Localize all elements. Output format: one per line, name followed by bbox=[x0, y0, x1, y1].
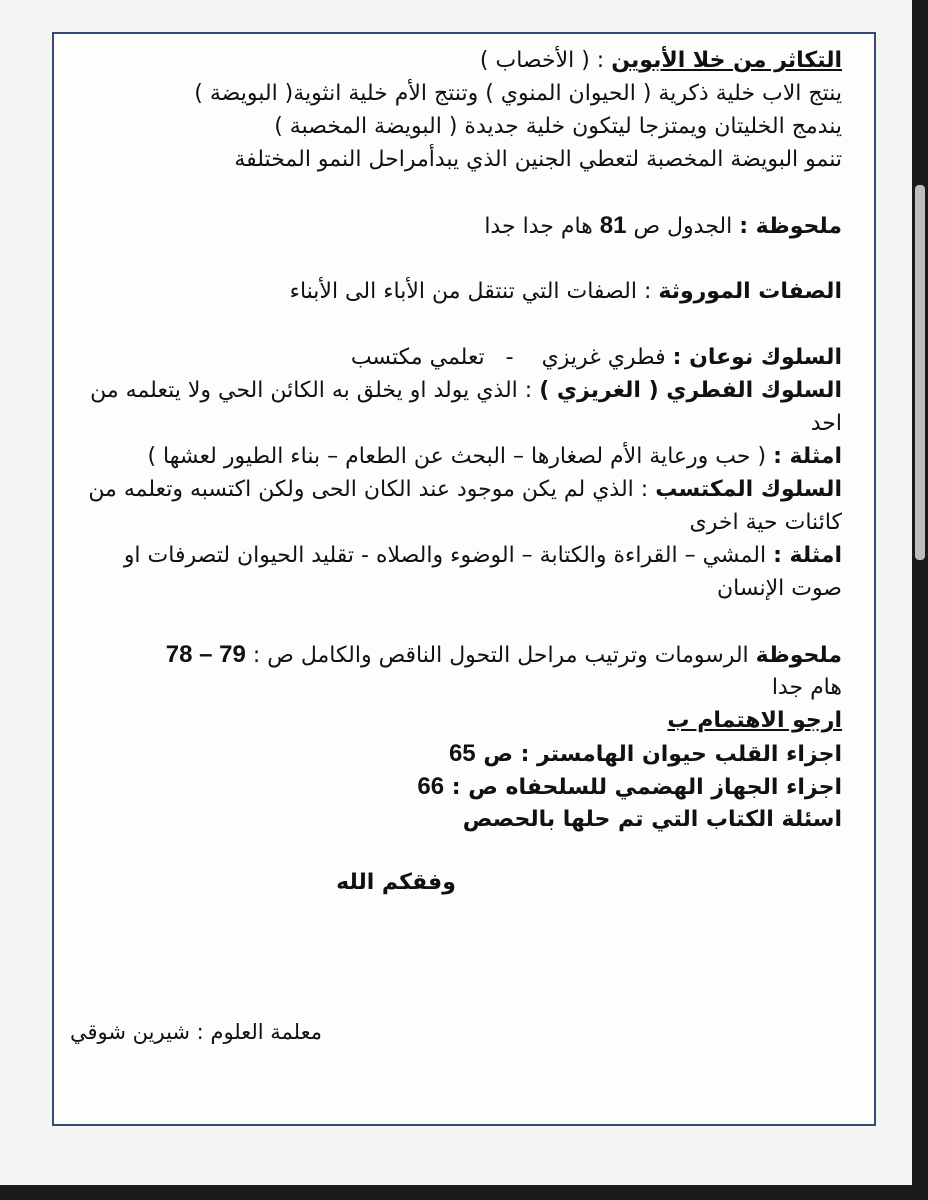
innate-examples bbox=[70, 440, 842, 473]
reproduction-heading bbox=[70, 44, 842, 77]
reproduction-title: التكاثر من خلا الأبوين bbox=[611, 48, 842, 73]
innate-examples-label: امثلة : bbox=[773, 444, 842, 469]
note-drawings-text: الرسومات وترتيب مراحل التحول الناقص والكامل ص : bbox=[252, 643, 749, 668]
reproduction-line-2: يندمج الخليتان ويمتزجا ليتكون خلية جديدة ( البويضة المخصبة ) bbox=[274, 114, 842, 139]
acquired-text: : الذي لم يكن موجود عند الكان الحى ولكن اكتسبه وتعلمه من كائنات حية اخرى bbox=[88, 477, 842, 535]
document-body bbox=[70, 44, 842, 899]
innate-examples-text: ( حب ورعاية الأم لصغارها – البحث عن الطعام – بناء الطيور لعشها ) bbox=[147, 444, 767, 469]
attention-item-3: اسئلة الكتاب التي تم حلها بالحصص bbox=[462, 807, 842, 832]
note-drawings-label: ملحوظة bbox=[755, 643, 842, 668]
attention-heading: ارجو الاهتمام ب bbox=[667, 708, 842, 733]
attention-item-2-text: اجزاء الجهاز الهضمي للسلحفاه ص : bbox=[451, 775, 842, 800]
scrollbar-thumb[interactable] bbox=[915, 185, 925, 560]
acquired-behavior bbox=[70, 473, 842, 539]
attention-item-2-page: 66 bbox=[417, 773, 445, 800]
attention-item-2 bbox=[70, 770, 842, 803]
behavior-types-text: فطري غريزي - تعلمي مكتسب bbox=[350, 345, 666, 370]
reproduction-line-1: ينتج الاب خلية ذكرية ( الحيوان المنوي ) وتنتج الأم خلية انثوية( البويضة ) bbox=[194, 81, 842, 106]
acquired-label: السلوك المكتسب bbox=[655, 477, 842, 502]
note-drawings-tail: هام جدا bbox=[771, 675, 842, 700]
reproduction-title-suffix: : ( الأخصاب ) bbox=[479, 48, 605, 73]
note-table bbox=[70, 209, 842, 242]
teacher-signature: معلمة العلوم : شيرين شوقي bbox=[70, 1020, 323, 1044]
note-drawings-pages: 78 – 79 bbox=[165, 641, 246, 668]
closing-blessing: وفقكم الله bbox=[336, 870, 456, 895]
inherited-label: الصفات الموروثة bbox=[658, 279, 842, 304]
attention-item-1 bbox=[70, 737, 842, 770]
note-drawings bbox=[70, 638, 842, 671]
innate-label: السلوك الفطري ( الغريزي ) bbox=[539, 378, 842, 403]
note-table-text-b: هام جدا جدا bbox=[484, 214, 593, 239]
inherited-traits bbox=[70, 275, 842, 308]
innate-behavior bbox=[70, 374, 842, 440]
attention-item-1-text: اجزاء القلب حيوان الهامستر : ص bbox=[483, 742, 842, 767]
behavior-types-label: السلوك نوعان : bbox=[672, 345, 842, 370]
inherited-text: : الصفات التي تنتقل من الأباء الى الأبناء bbox=[289, 279, 652, 304]
reproduction-line-3: تنمو البويضة المخصبة لتعطي الجنين الذي يبدأمراحل النمو المختلفة bbox=[234, 147, 842, 172]
innate-text: : الذي يولد او يخلق به الكائن الحي ولا يتعلمه من احد bbox=[90, 378, 842, 436]
note-table-text-a: الجدول ص bbox=[633, 214, 733, 239]
note-table-page: 81 bbox=[599, 212, 627, 239]
attention-item-1-page: 65 bbox=[448, 740, 476, 767]
note-table-label: ملحوظة : bbox=[739, 214, 842, 239]
behavior-types bbox=[70, 341, 842, 374]
acquired-examples-label: امثلة : bbox=[773, 543, 842, 568]
acquired-examples-text: المشي – القراءة والكتابة – الوضوء والصلاه - تقليد الحيوان لتصرفات او صوت الإنسان bbox=[123, 543, 842, 601]
acquired-examples bbox=[70, 539, 842, 605]
